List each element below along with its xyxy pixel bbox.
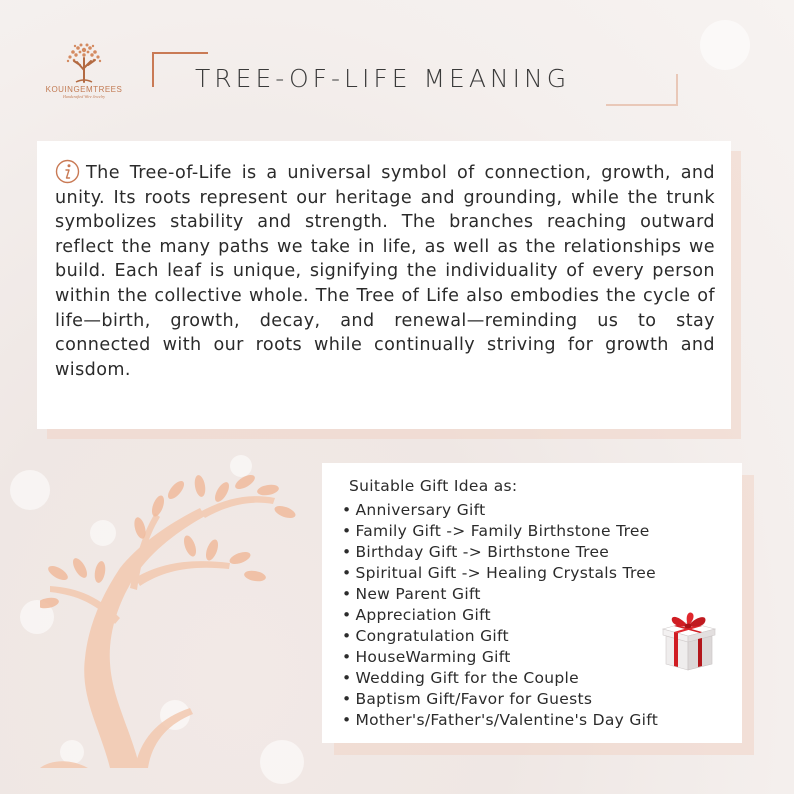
- bokeh-light: [700, 20, 750, 70]
- info-icon: [55, 159, 80, 184]
- list-item: • Appreciation Gift: [342, 605, 732, 626]
- tree-silhouette-icon: [40, 468, 320, 768]
- list-item: • Spiritual Gift -> Healing Crystals Tree: [342, 563, 732, 584]
- brand-logo: [44, 40, 124, 102]
- tree-logo-icon: [62, 40, 106, 84]
- list-item: • New Parent Gift: [342, 584, 732, 605]
- meaning-text: The Tree-of-Life is a universal symbol of connection, growth, and unity. Its roots represent our heritage and grounding, while the trunk symbolizes stability and strength. The branches reaching outward reflect the many paths we take in life, as well as the relationships we build. Each leaf is unique, signifying the individuality of every person within the collective whole. The Tree of Life also embodies the cycle of life—birth, growth, decay, and renewal—reminding us to stay connected with our roots while continually striving for growth and wisdom.: [55, 163, 715, 380]
- list-item: • Baptism Gift/Favor for Guests: [342, 689, 732, 710]
- brand-tagline: Handcrafted Wire Jewelry: [62, 94, 106, 99]
- list-item: • Wedding Gift for the Couple: [342, 668, 732, 689]
- gift-card: [322, 463, 742, 743]
- list-item: • Family Gift -> Family Birthstone Tree: [342, 521, 732, 542]
- brand-name: KOUINGEMTREES: [45, 85, 123, 94]
- gift-box-icon: [656, 608, 720, 672]
- meaning-card: [37, 141, 731, 429]
- list-item: • Birthday Gift -> Birthstone Tree: [342, 542, 732, 563]
- title-frame-corner: [606, 74, 678, 106]
- list-item: • HouseWarming Gift: [342, 647, 732, 668]
- gift-heading: Suitable Gift Idea as:: [349, 477, 518, 495]
- meaning-paragraph: [55, 159, 715, 382]
- list-item: • Anniversary Gift: [342, 500, 732, 521]
- list-item: • Mother's/Father's/Valentine's Day Gift: [342, 710, 732, 731]
- page-title: TREE-OF-LIFE MEANING: [195, 64, 571, 93]
- list-item: • Congratulation Gift: [342, 626, 732, 647]
